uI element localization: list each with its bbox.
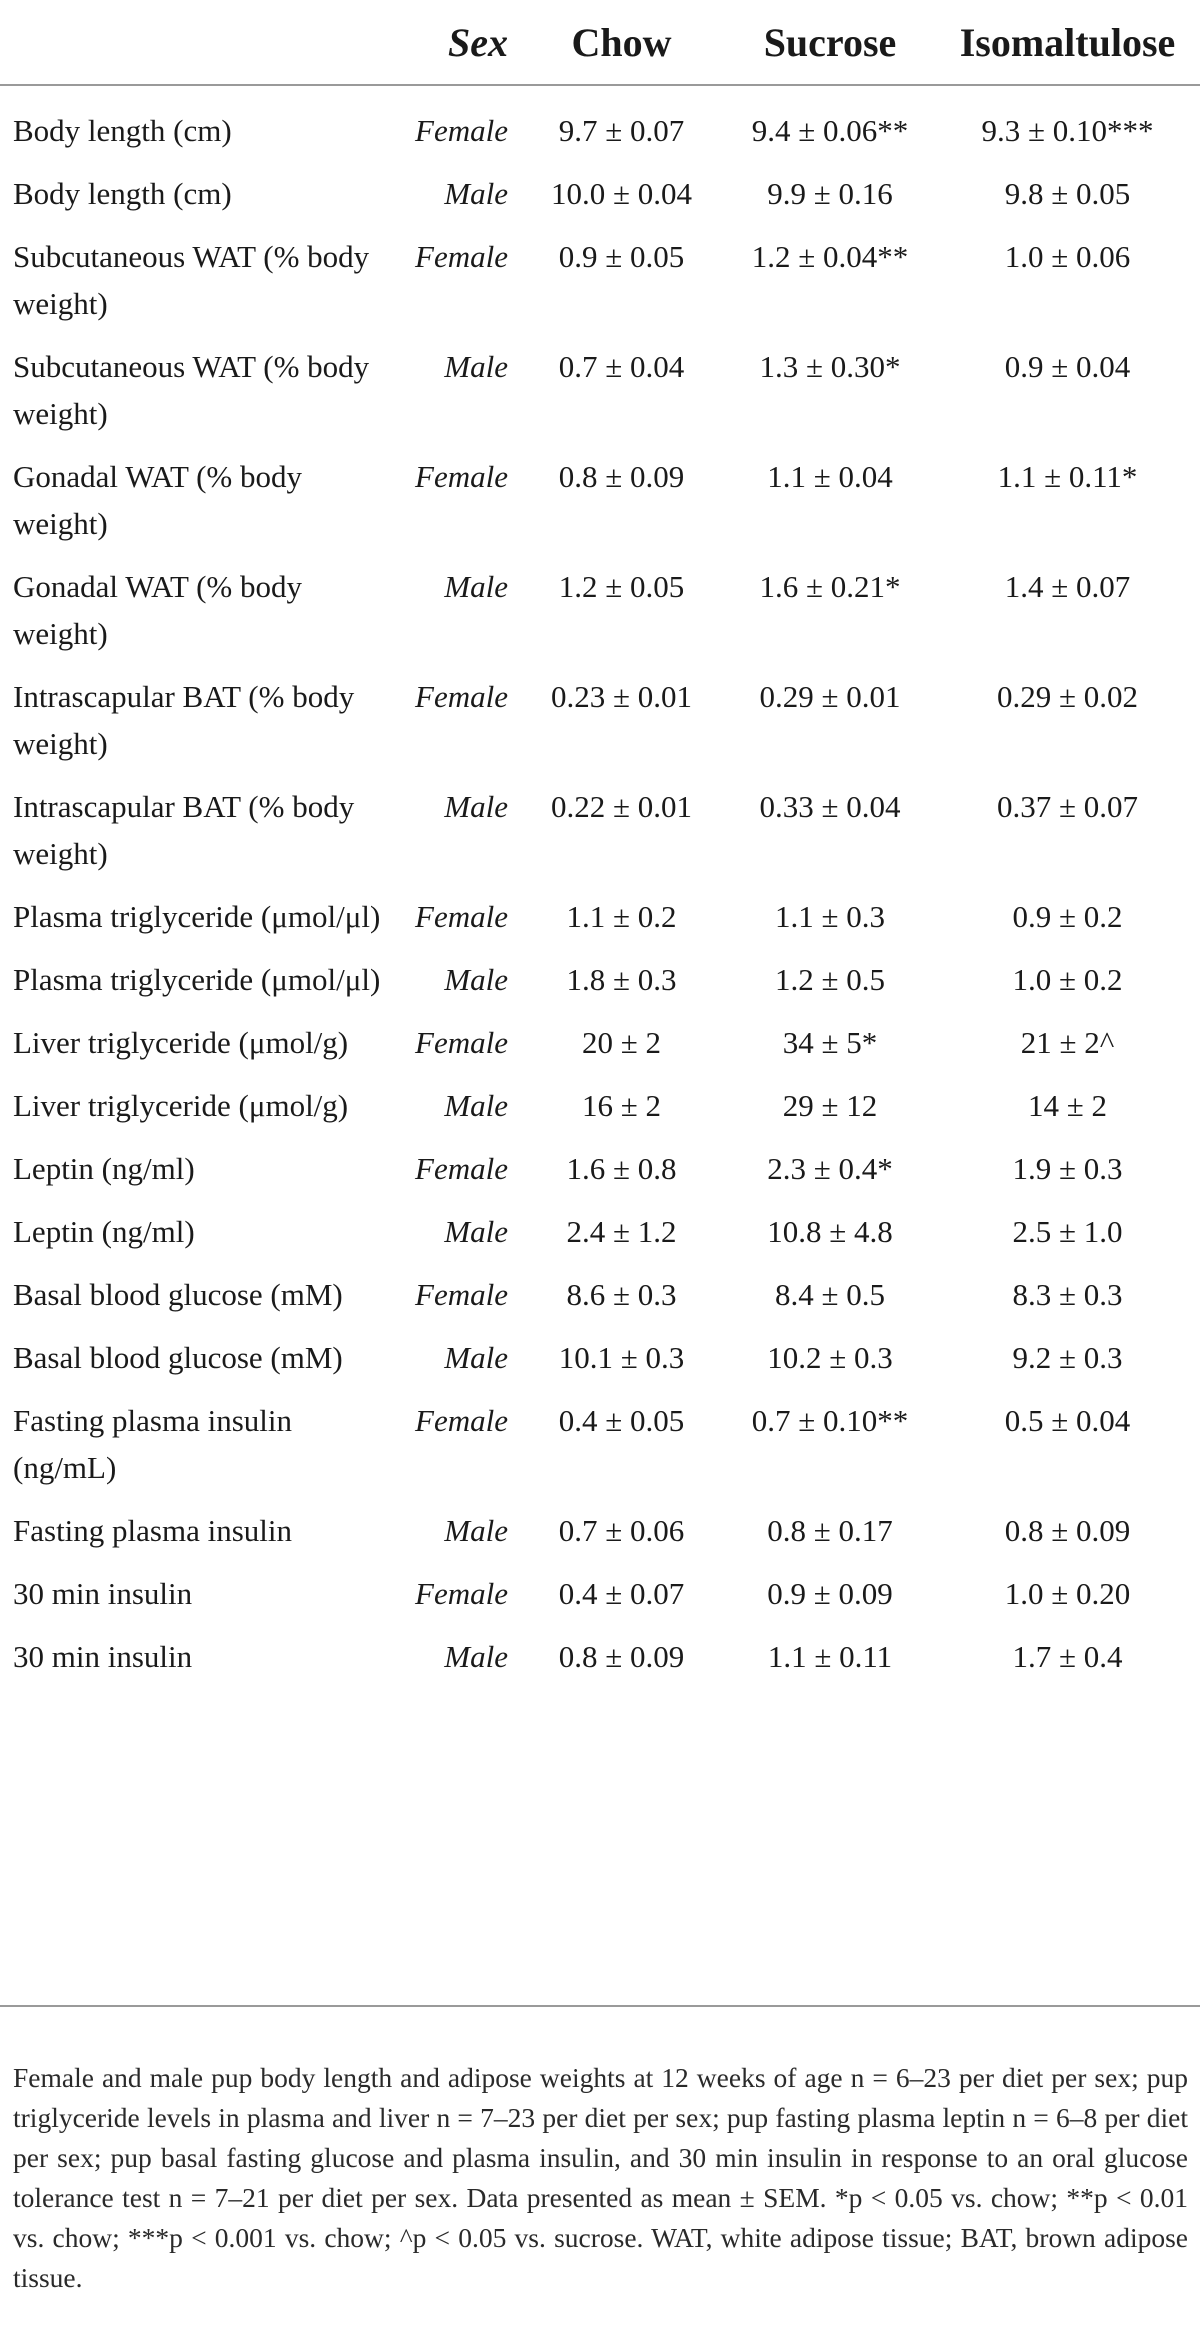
row-label: Subcutaneous WAT (% body weight) (13, 349, 370, 431)
cell-chow: 10.1 ± 0.3 (558, 1340, 685, 1375)
row-sex: Male (444, 1639, 508, 1674)
row-sex: Female (415, 1403, 508, 1438)
cell-chow: 0.9 ± 0.05 (558, 239, 685, 274)
cell-chow: 8.6 ± 0.3 (566, 1277, 677, 1312)
cell-chow: 16 ± 2 (581, 1088, 661, 1123)
cell-chow: 0.8 ± 0.09 (558, 459, 685, 494)
cell-sucrose: 1.1 ± 0.11 (767, 1639, 893, 1674)
row-label: Leptin (ng/ml) (13, 1151, 195, 1186)
cell-isomaltulose: 0.5 ± 0.04 (1004, 1403, 1131, 1438)
cell-chow: 0.7 ± 0.06 (558, 1513, 685, 1548)
row-sex: Female (415, 1576, 508, 1611)
cell-sucrose: 10.2 ± 0.3 (767, 1340, 893, 1375)
table-row (0, 1208, 1200, 1271)
cell-sucrose: 9.9 ± 0.16 (767, 176, 893, 211)
cell-isomaltulose: 9.2 ± 0.3 (1012, 1340, 1123, 1375)
row-label: Liver triglyceride (μmol/g) (13, 1088, 349, 1123)
row-label: Leptin (ng/ml) (13, 1214, 195, 1249)
cell-sucrose: 9.4 ± 0.06** (751, 113, 909, 148)
row-sex: Male (444, 1340, 508, 1375)
cell-chow: 0.4 ± 0.05 (558, 1403, 685, 1438)
cell-chow: 0.4 ± 0.07 (558, 1576, 685, 1611)
cell-isomaltulose: 1.0 ± 0.06 (1004, 239, 1131, 274)
cell-sucrose: 1.6 ± 0.21* (759, 569, 901, 604)
cell-chow: 2.4 ± 1.2 (566, 1214, 677, 1249)
row-label: Intrascapular BAT (% body weight) (13, 789, 355, 871)
cell-isomaltulose: 0.8 ± 0.09 (1004, 1513, 1131, 1548)
cell-chow: 1.2 ± 0.05 (558, 569, 685, 604)
row-sex: Male (444, 569, 508, 604)
row-sex: Male (444, 1088, 508, 1123)
row-label: Plasma triglyceride (μmol/μl) (13, 899, 381, 934)
table-row (0, 1633, 1200, 1696)
table-row (0, 170, 1200, 233)
cell-sucrose: 1.2 ± 0.5 (774, 962, 885, 997)
cell-chow: 1.8 ± 0.3 (566, 962, 677, 997)
row-label: Fasting plasma insulin (13, 1513, 292, 1548)
cell-isomaltulose: 0.9 ± 0.04 (1004, 349, 1131, 384)
table-row (0, 1570, 1200, 1633)
cell-chow: 1.6 ± 0.8 (566, 1151, 677, 1186)
cell-sucrose: 10.8 ± 4.8 (767, 1214, 893, 1249)
row-sex: Male (444, 1214, 508, 1249)
cell-chow: 0.22 ± 0.01 (550, 789, 692, 824)
header-row (0, 0, 1200, 85)
cell-chow: 0.7 ± 0.04 (558, 349, 685, 384)
cell-isomaltulose: 8.3 ± 0.3 (1012, 1277, 1123, 1312)
cell-sucrose: 0.9 ± 0.09 (767, 1576, 893, 1611)
table-row (0, 1397, 1200, 1507)
table-body (0, 85, 1200, 1696)
table-row (0, 453, 1200, 563)
row-label: 30 min insulin (13, 1639, 193, 1674)
table-row (0, 1334, 1200, 1397)
row-sex: Male (444, 962, 508, 997)
cell-isomaltulose: 0.37 ± 0.07 (996, 789, 1138, 824)
row-sex: Male (444, 1513, 508, 1548)
table-header (0, 0, 1200, 85)
cell-chow: 1.1 ± 0.2 (566, 899, 677, 934)
cell-sucrose: 0.8 ± 0.17 (767, 1513, 893, 1548)
header-isomaltulose: Isomaltulose (935, 0, 1200, 85)
cell-chow: 10.0 ± 0.04 (550, 176, 692, 211)
cell-isomaltulose: 1.4 ± 0.07 (1004, 569, 1131, 604)
header-sex: Sex (388, 0, 518, 85)
row-sex: Female (415, 113, 508, 148)
row-sex: Female (415, 239, 508, 274)
row-sex: Female (415, 1025, 508, 1060)
cell-sucrose: 1.3 ± 0.30* (759, 349, 901, 384)
table-row (0, 233, 1200, 343)
cell-chow: 0.23 ± 0.01 (550, 679, 692, 714)
row-label: Basal blood glucose (mM) (13, 1277, 343, 1312)
cell-isomaltulose: 0.29 ± 0.02 (996, 679, 1138, 714)
cell-sucrose: 0.33 ± 0.04 (759, 789, 901, 824)
row-label: Gonadal WAT (% body weight) (13, 459, 303, 541)
row-label: Plasma triglyceride (μmol/μl) (13, 962, 381, 997)
table-row (0, 343, 1200, 453)
cell-sucrose: 2.3 ± 0.4* (767, 1151, 893, 1186)
cell-isomaltulose: 1.9 ± 0.3 (1012, 1151, 1123, 1186)
cell-chow: 9.7 ± 0.07 (558, 113, 685, 148)
row-label: Body length (cm) (13, 113, 232, 148)
header-chow: Chow (518, 0, 725, 85)
cell-sucrose: 34 ± 5* (782, 1025, 878, 1060)
row-sex: Male (444, 349, 508, 384)
header-sucrose: Sucrose (725, 0, 935, 85)
row-label: Gonadal WAT (% body weight) (13, 569, 303, 651)
row-label: Fasting plasma insulin (ng/mL) (13, 1403, 292, 1485)
cell-isomaltulose: 1.7 ± 0.4 (1012, 1639, 1123, 1674)
cell-isomaltulose: 1.0 ± 0.20 (1004, 1576, 1131, 1611)
row-label: Body length (cm) (13, 176, 232, 211)
cell-sucrose: 8.4 ± 0.5 (774, 1277, 885, 1312)
cell-isomaltulose: 2.5 ± 1.0 (1012, 1214, 1123, 1249)
table-row (0, 673, 1200, 783)
table-row (0, 893, 1200, 956)
table-row (0, 956, 1200, 1019)
cell-sucrose: 0.29 ± 0.01 (759, 679, 901, 714)
table-row (0, 563, 1200, 673)
table-row (0, 1019, 1200, 1082)
row-sex: Female (415, 459, 508, 494)
row-sex: Male (444, 789, 508, 824)
row-sex: Male (444, 176, 508, 211)
row-sex: Female (415, 679, 508, 714)
cell-chow: 0.8 ± 0.09 (558, 1639, 685, 1674)
table-spacer (0, 85, 1200, 107)
table-row (0, 1271, 1200, 1334)
cell-chow: 20 ± 2 (581, 1025, 661, 1060)
cell-isomaltulose: 21 ± 2^ (1020, 1025, 1115, 1060)
row-label: Subcutaneous WAT (% body weight) (13, 239, 370, 321)
table-row (0, 1145, 1200, 1208)
header-label (0, 0, 388, 85)
cell-isomaltulose: 9.3 ± 0.10*** (981, 113, 1154, 148)
cell-sucrose: 0.7 ± 0.10** (751, 1403, 909, 1438)
table-row (0, 107, 1200, 170)
table-row (0, 1507, 1200, 1570)
table-footnote: Female and male pup body length and adipose weights at 12 weeks of age n = 6–23 per diet per sex; pup triglyceride levels in plasma and liver n = 7–23 per diet per sex; pup fasting plasma leptin n = 6–8 per diet per sex; pup basal fasting glucose and plasma insulin, and 30 min insulin in response to an oral glucose tolerance test n = 7–21 per diet per sex. Data presented as mean ± SEM. *p < 0.05 vs. chow; **p < 0.01 vs. chow; ***p < 0.001 vs. chow; ^p < 0.05 vs. sucrose. WAT, white adipose tissue; BAT, brown adipose tissue. (13, 2061, 1188, 2293)
cell-isomaltulose: 1.0 ± 0.2 (1012, 962, 1123, 997)
cell-isomaltulose: 9.8 ± 0.05 (1004, 176, 1131, 211)
row-sex: Female (415, 1277, 508, 1312)
cell-isomaltulose: 1.1 ± 0.11* (997, 459, 1138, 494)
row-sex: Female (415, 1151, 508, 1186)
table-row (0, 783, 1200, 893)
cell-sucrose: 1.2 ± 0.04** (751, 239, 909, 274)
cell-sucrose: 29 ± 12 (782, 1088, 878, 1123)
row-label: Intrascapular BAT (% body weight) (13, 679, 355, 761)
table-row (0, 1082, 1200, 1145)
row-label: Basal blood glucose (mM) (13, 1340, 343, 1375)
cell-isomaltulose: 14 ± 2 (1027, 1088, 1107, 1123)
cell-sucrose: 1.1 ± 0.04 (767, 459, 893, 494)
row-label: Liver triglyceride (μmol/g) (13, 1025, 349, 1060)
footnote-divider (0, 2005, 1200, 2007)
cell-isomaltulose: 0.9 ± 0.2 (1012, 899, 1123, 934)
row-sex: Female (415, 899, 508, 934)
cell-sucrose: 1.1 ± 0.3 (774, 899, 885, 934)
row-label: 30 min insulin (13, 1576, 193, 1611)
